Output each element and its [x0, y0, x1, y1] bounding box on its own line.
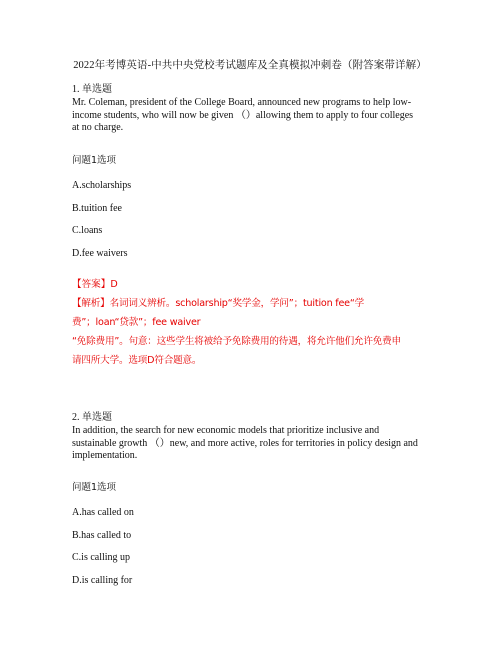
- question-1-answer: [72, 275, 452, 370]
- question-1-option-c: C.loans: [72, 225, 103, 236]
- analysis-line-2: 费”；loan“贷款”；fee waiver: [72, 317, 201, 328]
- question-1-option-b: B.tuition fee: [72, 203, 122, 214]
- question-2-option-c: C.is calling up: [72, 552, 131, 563]
- question-1-option-a: A.scholarships: [72, 180, 132, 191]
- question-2-options-label: 问题1选项: [72, 482, 117, 493]
- question-2-header: 2. 单选题: [72, 412, 112, 423]
- question-1-text: Mr. Coleman, president of the College Board, announced new programs to help low-income students, who will now be given （）allowing them to apply to four colleges at no charge.: [72, 97, 414, 133]
- answer-line: 【答案】D: [72, 279, 118, 290]
- question-2-text: In addition, the search for new economic models that prioritize inclusive and sustainable growth （）new, and more active, roles for territories in policy design and implementation.: [72, 425, 418, 461]
- question-1-options-label: 问题1选项: [72, 155, 117, 166]
- question-1-option-d: D.fee waivers: [72, 248, 128, 259]
- question-1-header: 1. 单选题: [72, 84, 112, 95]
- analysis-line-1: 【解析】名词词义辨析。scholarship“奖学金，学问”；tuition fee“学: [72, 298, 365, 309]
- analysis-line-4: 请四所大学。选项D符合题意。: [72, 355, 202, 366]
- question-2-option-a: A.has called on: [72, 507, 134, 518]
- page-title: 2022年考博英语-中共中央党校考试题库及全真模拟冲刺卷（附答案带详解）: [73, 60, 427, 71]
- question-2-option-d: D.is calling for: [72, 575, 133, 586]
- question-2-option-b: B.has called to: [72, 530, 132, 541]
- analysis-line-3: “免除费用”。句意：这些学生将被给予免除费用的待遇，将允许他们允许免费申: [72, 336, 401, 347]
